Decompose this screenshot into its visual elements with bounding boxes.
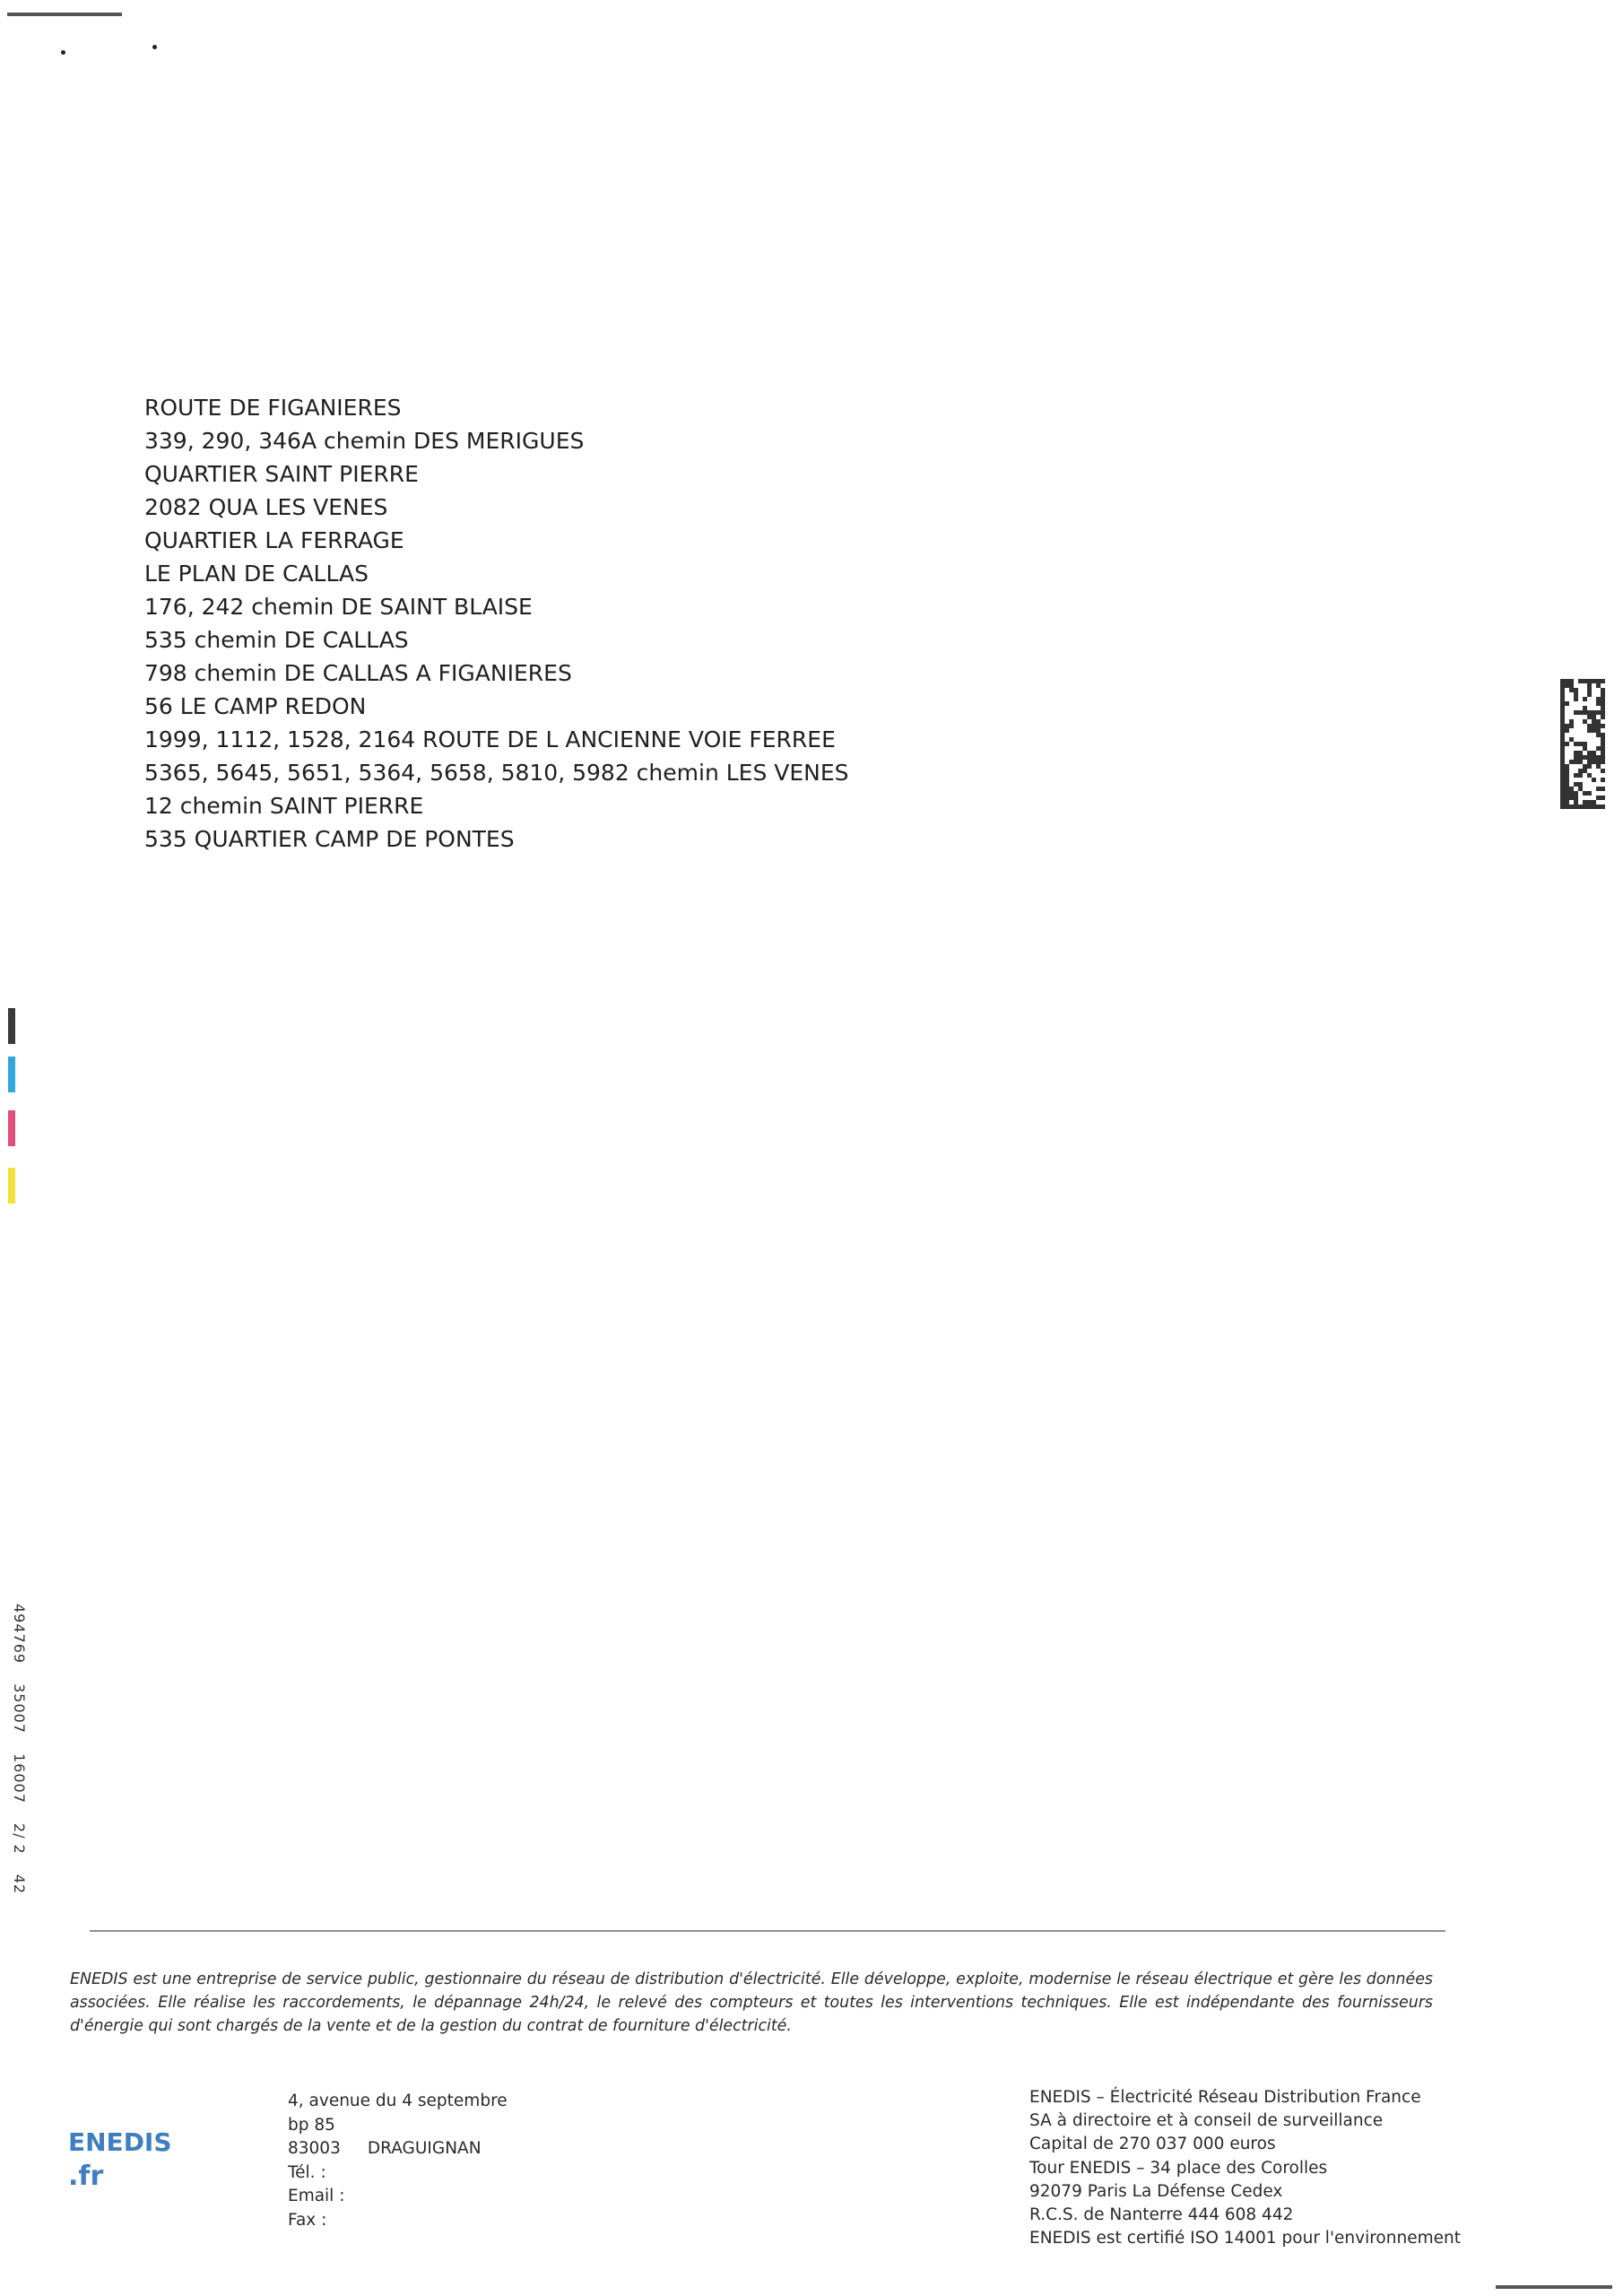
scan-dot (61, 50, 65, 55)
side-code-count: 42 (11, 1874, 28, 1895)
print-color-mark-black (8, 1008, 15, 1044)
scan-dot (152, 45, 157, 49)
company-line: R.C.S. de Nanterre 444 608 442 (1029, 2205, 1294, 2225)
contact-fax: Fax : (288, 2210, 327, 2230)
address-line: QUARTIER SAINT PIERRE (144, 461, 419, 487)
side-reference-code (6, 1604, 28, 1918)
print-color-mark-magenta (8, 1110, 15, 1146)
address-line: 2082 QUA LES VENES (144, 494, 388, 520)
logo-suffix: .fr (68, 2161, 104, 2192)
datamatrix-barcode (1560, 679, 1605, 809)
side-code-page: 2/ 2 (11, 1822, 28, 1855)
contact-block (288, 2090, 508, 2232)
logo-brand: ENEDIS (68, 2127, 172, 2157)
side-code-num2: 16007 (11, 1752, 28, 1804)
address-line: 176, 242 chemin DE SAINT BLAISE (144, 594, 533, 620)
address-line: 535 chemin DE CALLAS (144, 627, 409, 653)
scan-edge-mark-bottom (1496, 2285, 1612, 2289)
address-line: 12 chemin SAINT PIERRE (144, 793, 424, 819)
contact-city: DRAGUIGNAN (367, 2139, 482, 2158)
legal-notice: ENEDIS est une entreprise de service public, gestionnaire du réseau de distribution d'électricité. Elle développe, exploite, modernise le réseau électrique et gère les données associées. Elle réalise les raccordements, le dépannage 24h/24, le relevé des compteurs et toutes les interventions techniques. Elle est indépendante des fournisseurs d'énergie qui sont chargés de la vente et de la gestion du contrat de fourniture d'électricité. (70, 1970, 1433, 2035)
scan-edge-mark-top (7, 13, 122, 16)
side-code-num1: 35007 (11, 1683, 28, 1734)
side-code-ref: 494769 (11, 1604, 28, 1665)
address-line: LE PLAN DE CALLAS (144, 561, 369, 587)
contact-postcode-city (288, 2137, 508, 2161)
address-line: 5365, 5645, 5651, 5364, 5658, 5810, 5982 chemin LES VENES (144, 760, 849, 786)
company-line: Capital de 270 037 000 euros (1029, 2135, 1276, 2154)
address-list (144, 391, 849, 856)
company-line: Tour ENEDIS – 34 place des Corolles (1029, 2158, 1328, 2178)
address-line: 798 chemin DE CALLAS A FIGANIERES (144, 660, 572, 686)
address-line: 56 LE CAMP REDON (144, 693, 367, 719)
contact-postcode: 83003 (288, 2139, 341, 2158)
print-color-mark-cyan (8, 1057, 15, 1092)
address-line: 1999, 1112, 1528, 2164 ROUTE DE L ANCIENNE VOIE FERREE (144, 726, 836, 752)
company-line: SA à directoire et à conseil de surveillance (1029, 2111, 1384, 2131)
contact-email: Email : (288, 2187, 345, 2205)
address-line: QUARTIER LA FERRAGE (144, 527, 404, 553)
contact-bp: bp 85 (288, 2115, 335, 2135)
company-line: ENEDIS – Électricité Réseau Distribution France (1029, 2088, 1421, 2107)
company-line: 92079 Paris La Défense Cedex (1029, 2181, 1283, 2201)
contact-street: 4, avenue du 4 septembre (288, 2092, 508, 2110)
company-line: ENEDIS est certifié ISO 14001 pour l'environnement (1029, 2229, 1461, 2248)
enedis-logo (68, 2126, 172, 2194)
address-line: 535 QUARTIER CAMP DE PONTES (144, 826, 515, 852)
contact-tel: Tél. : (288, 2162, 326, 2182)
print-color-mark-yellow (8, 1168, 15, 1204)
company-info (1029, 2086, 1461, 2250)
footer-divider (90, 1930, 1445, 1932)
address-line: ROUTE DE FIGANIERES (144, 395, 402, 421)
address-line: 339, 290, 346A chemin DES MERIGUES (144, 428, 585, 454)
